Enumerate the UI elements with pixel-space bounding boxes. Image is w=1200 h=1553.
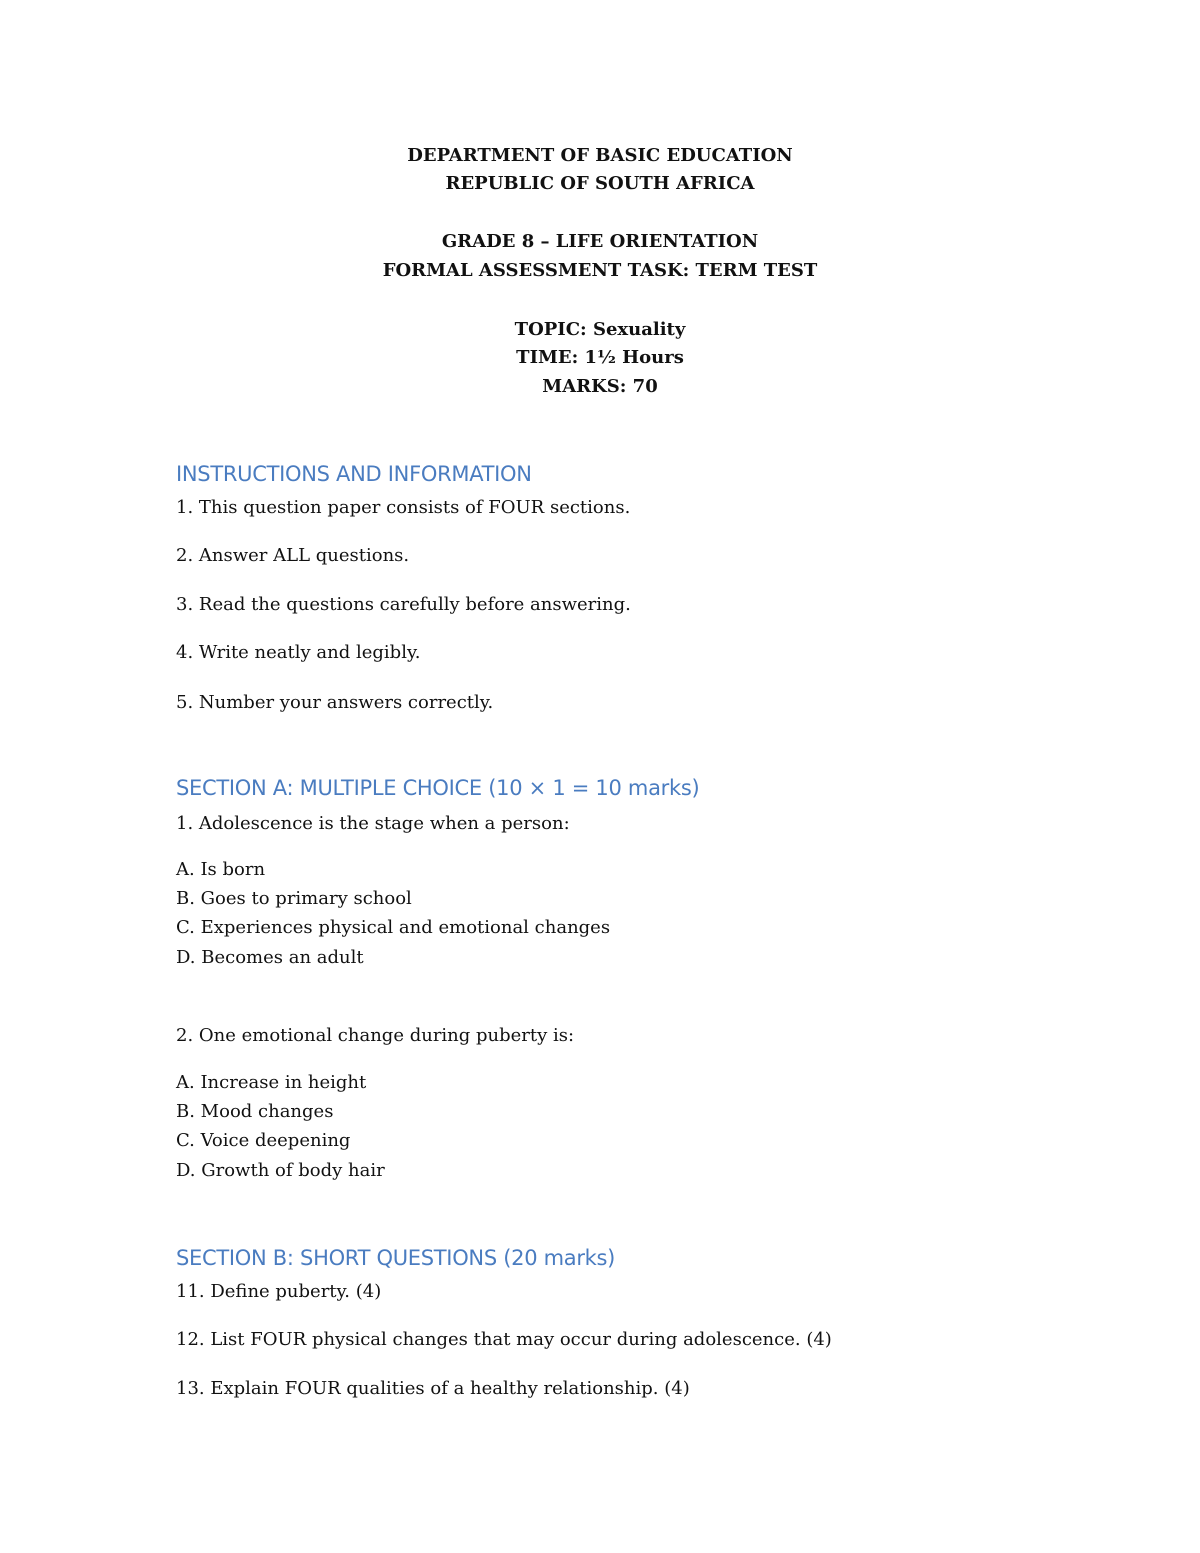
answer-option: D. Becomes an adult (176, 947, 364, 968)
answer-option: A. Increase in height (176, 1072, 367, 1093)
task-title: FORMAL ASSESSMENT TASK: TERM TEST (382, 260, 818, 281)
answer-option: B. Goes to primary school (176, 888, 412, 909)
instruction-item: 5. Number your answers correctly. (176, 692, 494, 713)
question-text: 12. List FOUR physical changes that may occur during adolescence. (4) (176, 1329, 832, 1350)
instruction-item: 4. Write neatly and legibly. (176, 642, 421, 663)
instructions-heading: INSTRUCTIONS AND INFORMATION (176, 462, 532, 486)
instruction-item: 1. This question paper consists of FOUR sections. (176, 497, 631, 518)
question-text: 1. Adolescence is the stage when a person: (176, 813, 570, 834)
department-title: DEPARTMENT OF BASIC EDUCATION (407, 145, 793, 166)
answer-option: A. Is born (176, 859, 266, 880)
instruction-item: 2. Answer ALL questions. (176, 545, 410, 566)
topic-line: TOPIC: Sexuality (514, 319, 686, 340)
instruction-item: 3. Read the questions carefully before answering. (176, 594, 631, 615)
republic-title: REPUBLIC OF SOUTH AFRICA (445, 173, 755, 194)
answer-option: C. Experiences physical and emotional changes (176, 917, 611, 938)
time-line: TIME: 1½ Hours (516, 347, 684, 368)
question-text: 11. Define puberty. (4) (176, 1281, 382, 1302)
section-b-heading: SECTION B: SHORT QUESTIONS (20 marks) (176, 1246, 616, 1270)
question-text: 2. One emotional change during puberty is: (176, 1025, 575, 1046)
grade-subject-title: GRADE 8 – LIFE ORIENTATION (441, 231, 759, 252)
answer-option: D. Growth of body hair (176, 1160, 385, 1181)
answer-option: B. Mood changes (176, 1101, 334, 1122)
question-text: 13. Explain FOUR qualities of a healthy relationship. (4) (176, 1378, 690, 1399)
marks-line: MARKS: 70 (542, 376, 658, 397)
section-a-heading: SECTION A: MULTIPLE CHOICE (10 × 1 = 10 marks) (176, 776, 700, 800)
answer-option: C. Voice deepening (176, 1130, 351, 1151)
